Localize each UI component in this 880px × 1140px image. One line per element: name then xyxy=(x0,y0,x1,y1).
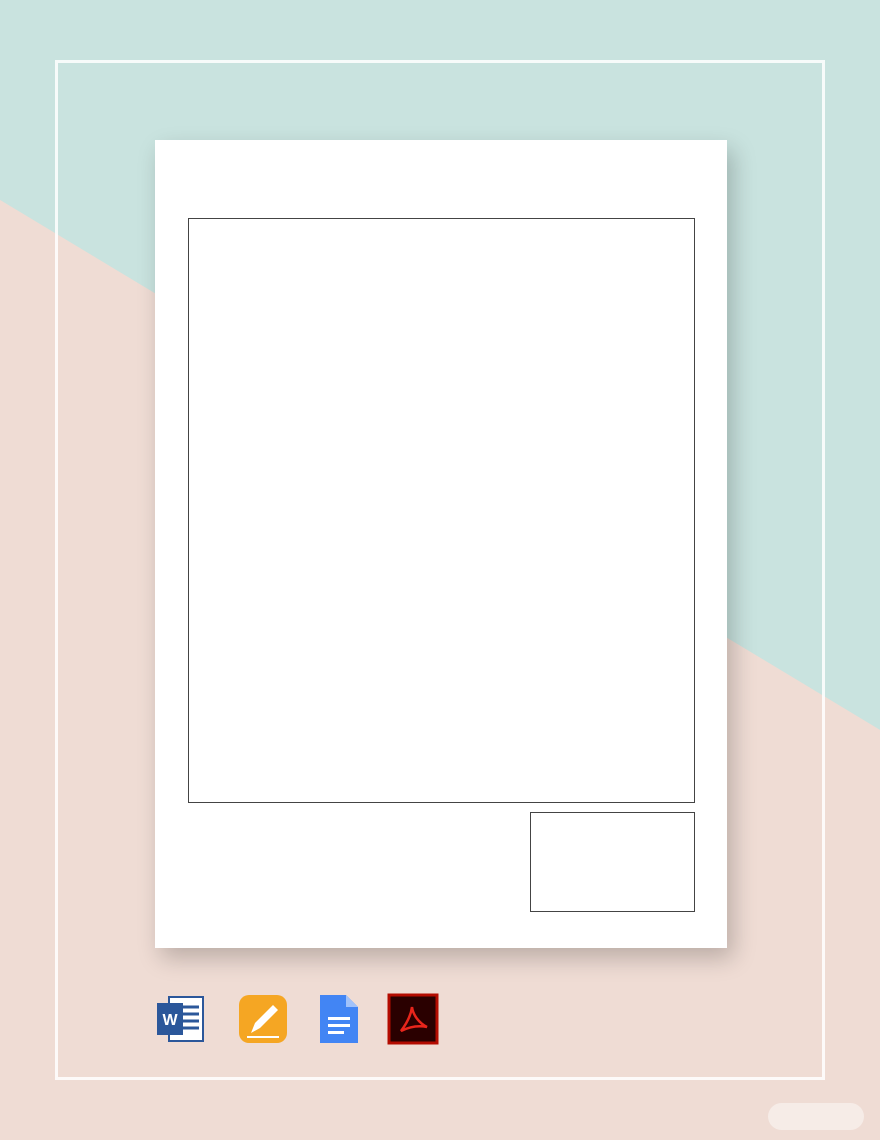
legend-school-closed xyxy=(548,847,568,860)
legend-significant xyxy=(548,864,568,877)
calendar-page xyxy=(155,140,727,948)
teacher-contract-days xyxy=(193,865,305,882)
legend-swatch xyxy=(548,847,562,860)
legend-classes-begin xyxy=(548,830,568,843)
google-docs-icon[interactable] xyxy=(312,993,364,1045)
watermark-badge[interactable] xyxy=(768,1103,864,1130)
legend-swatch xyxy=(548,881,562,894)
svg-text:W: W xyxy=(162,1012,178,1029)
legend xyxy=(530,812,695,912)
calendar-grid xyxy=(188,218,695,803)
pages-icon[interactable] xyxy=(237,993,289,1045)
student-contact-days xyxy=(193,848,305,865)
word-icon[interactable] xyxy=(155,993,207,1045)
contact-days-totals xyxy=(193,848,305,882)
legend-swatch xyxy=(548,864,562,877)
pdf-icon[interactable] xyxy=(387,993,439,1045)
legend-swatch xyxy=(548,830,562,843)
legend-professional-development xyxy=(548,881,568,894)
